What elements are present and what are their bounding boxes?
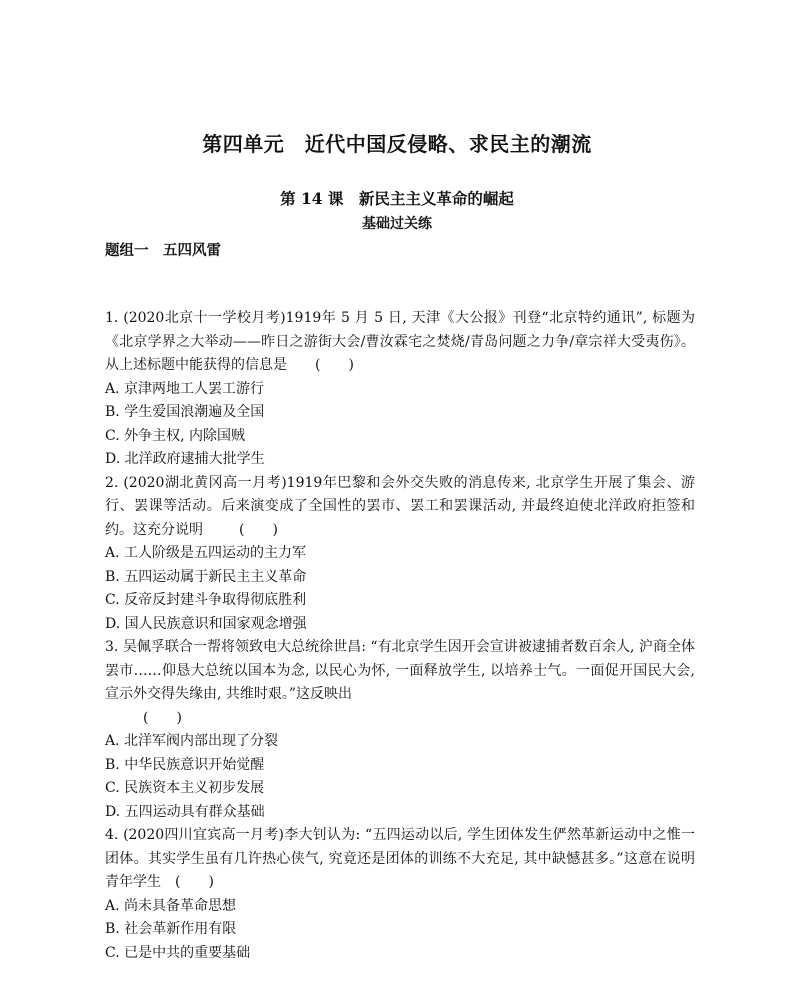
group-title: 题组一 五四风雷	[105, 242, 221, 259]
option-a: A. 北洋军阀内部出现了分裂	[105, 733, 279, 749]
question-stem	[105, 307, 695, 378]
option-a: A. 京津两地工人罢工游行	[105, 380, 265, 397]
question-2	[105, 472, 695, 637]
question-stem-text: 2. (2020湖北黄冈高一月考)1919年巴黎和会外交失败的消息传来, 北京学生开展了集会、游行、罢课等活动。后来演变成了全国性的罢市、罢工和罢课活动, 并最终迫使北洋政府拒签和约。这充分说明	[105, 474, 695, 538]
question-stem-text: 4. (2020四川宜宾高一月考)李大钊认为: “五四运动以后, 学生团体发生俨然革新运动中之惟一团体。其实学生虽有几许热心侠气, 究竟还是团体的训练不大充足, 其中缺憾甚多。”这意在说明青年学生	[105, 827, 695, 890]
option-a: A. 尚未具备革命思想	[105, 897, 237, 914]
question-3	[105, 636, 695, 824]
answer-paren: ( )	[143, 709, 182, 726]
option-d: D. 五四运动具有群众基础	[105, 803, 265, 820]
question-stem-text: 1. (2020北京十一学校月考)1919年 5 月 5 日, 天津《大公报》刊登“北京特约通讯”, 标题为《北京学界之大举动——昨日之游街大会/曹汝霖宅之焚烧/青岛问题之力争/章宗祥大受夷伤》。从上述标题中能获得的信息是	[105, 310, 695, 373]
question-stem	[105, 472, 695, 543]
option-c: C. 已是中共的重要基础	[105, 944, 251, 961]
question-stem	[105, 636, 695, 730]
option-b: B. 学生爱国浪潮遍及全国	[105, 404, 265, 420]
question-4	[105, 824, 695, 965]
option-b: B. 社会革新作用有限	[105, 921, 237, 937]
answer-paren: ( )	[315, 357, 354, 373]
question-list	[105, 307, 695, 965]
unit-title: 第四单元 近代中国反侵略、求民主的潮流	[202, 132, 592, 156]
question-stem-text: 3. 吴佩孚联合一帮将领致电大总统徐世昌: “有北京学生因开会宣讲被逮捕者数百余人, 沪商全体罢市……仰恳大总统以国本为念, 以民心为怀, 一面释放学生, 以培养士气。一面促开国民大会, 宣示外交得失缘由, 共维时艰。”这反映出	[105, 639, 695, 702]
lesson-title: 第 14 课 新民主主义革命的崛起	[280, 189, 514, 208]
option-c: C. 反帝反封建斗争取得彻底胜利	[105, 592, 307, 608]
option-d: D. 国人民族意识和国家观念增强	[105, 615, 307, 632]
answer-paren: ( )	[175, 874, 214, 890]
practice-title: 基础过关练	[362, 216, 432, 232]
option-a: A. 工人阶级是五四运动的主力军	[105, 545, 307, 561]
answer-paren: ( )	[239, 521, 278, 538]
option-d: D. 北洋政府逮捕大批学生	[105, 451, 265, 467]
option-c: C. 民族资本主义初步发展	[105, 780, 265, 796]
question-stem	[105, 824, 695, 895]
question-1	[105, 307, 695, 472]
option-b: B. 五四运动属于新民主主义革命	[105, 568, 307, 585]
option-c: C. 外争主权, 内除国贼	[105, 427, 246, 444]
option-b: B. 中华民族意识开始觉醒	[105, 756, 265, 773]
